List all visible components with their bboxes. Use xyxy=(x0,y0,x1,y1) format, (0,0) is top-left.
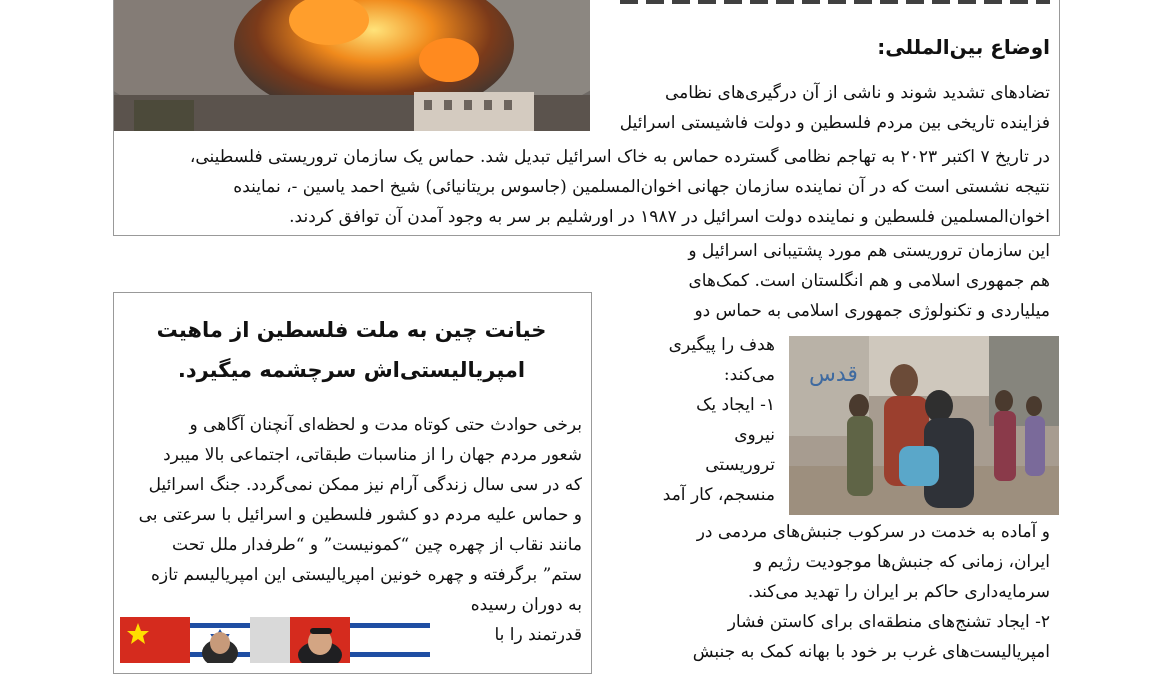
text-line: ستم” برگرفته و چهره خونین امپریالیستی این امپریالیسم تازه xyxy=(151,565,582,585)
text-line: می‌کند: xyxy=(723,365,775,385)
text-line: منسجم، کار آمد xyxy=(662,485,775,505)
explosion-photo xyxy=(114,0,590,131)
text-line: و آماده به خدمت در سرکوب جنبش‌های مردمی در xyxy=(696,522,1050,542)
text-line: سرمایه‌داری حاکم بر ایران را تهدید می‌کند. xyxy=(747,582,1050,602)
leaders-flags-photo xyxy=(120,617,430,663)
text-line: این سازمان تروریستی هم مورد پشتیبانی اسرائیل و xyxy=(688,241,1050,261)
article-body xyxy=(122,410,582,590)
explosion-image xyxy=(114,0,590,131)
section-heading: اوضاع بین‌المللی: xyxy=(877,35,1050,59)
text-line: به دوران رسیده xyxy=(470,595,582,615)
text-line: ۱- ایجاد یک xyxy=(696,395,775,415)
article-body-narrow xyxy=(440,590,582,650)
leaders-image xyxy=(120,617,430,663)
paragraph-right xyxy=(650,236,1050,326)
goals-narrow-column xyxy=(650,330,775,510)
paragraph-top-narrow xyxy=(605,78,1050,138)
fleeing-civilians-photo xyxy=(789,336,1059,515)
clipped-top-line xyxy=(620,0,1050,6)
paragraph-top-wide xyxy=(122,142,1050,232)
frame-line-left xyxy=(113,0,114,236)
text-line: شعور مردم جهان را از مناسبات طبقاتی، اجتماعی بالا میبرد xyxy=(163,445,582,465)
text-line: تضادهای تشدید شوند و ناشی از آن درگیری‌های نظامی xyxy=(664,83,1050,103)
text-line: قدرتمند را با xyxy=(494,625,582,645)
text-line: ایران، زمانی که جنبش‌ها موجودیت رژیم و xyxy=(754,552,1050,572)
article-title xyxy=(115,310,588,390)
article-title-line: امپریالیستی‌اش سرچشمه میگیرد. xyxy=(177,358,526,382)
text-line: نیروی xyxy=(734,425,775,445)
text-line: و حماس علیه مردم دو کشور فلسطین و اسرائیل با سرعتی بی xyxy=(138,505,582,525)
paragraph-right-bottom xyxy=(650,517,1050,667)
text-line: اخوان‌المسلمین فلسطین و نماینده دولت اسرائیل در ۱۹۸۷ در اورشلیم بر سر به وجود آمدن آن توافق کردند. xyxy=(289,207,1050,227)
text-line: که در سی سال زندگی آرام نیز ممکن نمی‌گردد. جنگ اسرائیل xyxy=(148,475,582,495)
fleeing-image xyxy=(789,336,1059,515)
frame-line-top-right xyxy=(1059,0,1060,236)
text-line: نتیجه نشستی است که در آن نماینده سازمان جهانی اخوان‌المسلمین (جاسوس بریتانیائی) شیخ احمد یاسین -، نماینده xyxy=(233,177,1050,197)
text-line: ۲- ایجاد تشنج‌های منطقه‌ای برای کاستن فشار xyxy=(727,612,1050,632)
text-line: مانند نقاب از چهره چین “کمونیست” و “طرفدار ملل تحت xyxy=(172,535,582,555)
text-line: امپریالیست‌های غرب بر خود با بهانه کمک به جنبش xyxy=(692,642,1050,662)
article-title-line: خیانت چین به ملت فلسطین از ماهیت xyxy=(156,318,547,342)
svg-text:قدس: قدس xyxy=(809,362,858,387)
text-line: برخی حوادث حتی کوتاه مدت و لحظه‌ای آنچنان آگاهی و xyxy=(189,415,582,435)
text-line: فزاینده تاریخی بین مردم فلسطین و دولت فاشیستی اسرائیل xyxy=(619,113,1050,133)
text-line: تروریستی xyxy=(705,455,775,475)
text-line: در تاریخ ۷ اکتبر ۲۰۲۳ به تهاجم نظامی گسترده حماس به خاک اسرائیل تبدیل شد. حماس یک سازمان تروریستی فلسطینی، xyxy=(189,147,1050,167)
text-line: میلیاردی و تکنولوژی جمهوری اسلامی به حماس دو xyxy=(694,301,1050,321)
text-line: هم جمهوری اسلامی و هم انگلستان است. کمک‌های xyxy=(688,271,1050,291)
text-line: هدف را پیگیری xyxy=(668,335,775,355)
